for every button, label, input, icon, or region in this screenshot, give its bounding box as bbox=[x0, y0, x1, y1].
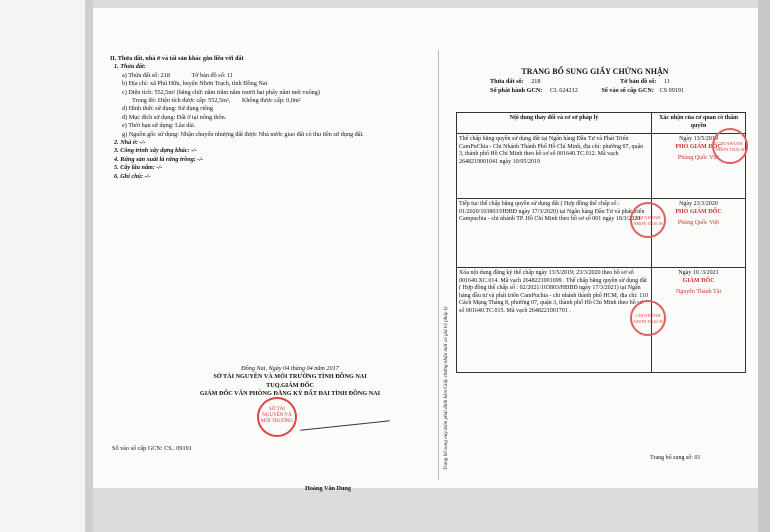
table-row bbox=[457, 134, 746, 199]
entry-date: Ngày 23/3/2020 bbox=[679, 201, 718, 207]
private-area: Trong đó: Diện tích được cấp: 552,5m², bbox=[132, 97, 231, 105]
modification-table bbox=[456, 112, 746, 373]
item-forest: 4. Rừng sản xuất là rừng trồng: -/- bbox=[114, 155, 204, 163]
page-number: Trang bổ sung số: 01 bbox=[650, 455, 701, 461]
term-line: e) Thời hạn sử dụng: Lâu dài. bbox=[122, 122, 196, 130]
map-label: Tờ bản đồ số: bbox=[620, 78, 657, 86]
parcel-value: 218 bbox=[160, 71, 170, 79]
seal-text: CHI NHÁNH NHƠN TRẠCH bbox=[715, 141, 745, 152]
parcel-label: Thửa đất số: bbox=[490, 78, 524, 86]
book-value: CS 09191 bbox=[659, 86, 685, 94]
entry-text: Tiếp tục thế chấp bằng quyền sử dụng đất ( Hợp đồng thế chấp số : 01/2020/103803/HĐBĐ ngày 17/3/2020) tại Ngân hàng Đầu Tư và phát triển Campuchia - chi nhánh TP. Hồ Chí Minh theo hồ sơ số 001 ngày 18/3/2020. bbox=[457, 199, 652, 268]
official-seal-left bbox=[257, 397, 297, 437]
parcel-number-line bbox=[110, 72, 430, 80]
official-seal-right-2 bbox=[630, 202, 666, 238]
area-line: c) Diện tích: 552,5m² (bằng chữ: năm trăm năm mươi hai phẩy năm mét vuông) bbox=[122, 88, 320, 96]
vertical-note: Trang bổ sung này luôn phải đính kèm Giấy chứng nhận mới có giá trị pháp lý bbox=[443, 306, 449, 470]
seal-text: SỞ TÀI NGUYÊN VÀ MÔI TRƯỜNG bbox=[261, 407, 293, 424]
issue-value: CL 624212 bbox=[550, 86, 578, 94]
signer-name: Hoàng Văn Dung bbox=[305, 485, 351, 492]
purpose-line: đ) Mục đích sử dụng: Đất ở tại nông thôn. bbox=[122, 113, 227, 121]
origin-line: g) Nguồn gốc sử dụng: Nhận chuyển nhượng đất được Nhà nước giao đất có thu tiền sử dụng đất. bbox=[122, 130, 364, 138]
item-house: 2. Nhà ở: -/- bbox=[114, 139, 146, 147]
map-value: 11 bbox=[227, 71, 234, 79]
entry-signer: Phùng Quốc Việt bbox=[677, 220, 720, 226]
item-perennial: 5. Cây lâu năm: -/- bbox=[114, 164, 163, 172]
item-note: 6. Ghi chú: -/- bbox=[114, 172, 151, 180]
entry-role: PHÓ GIÁM ĐỐC bbox=[675, 143, 722, 150]
issue-info-row bbox=[440, 87, 750, 95]
supplement-title: TRANG BỔ SUNG GIẤY CHỨNG NHẬN bbox=[521, 67, 669, 76]
seal-text: CHI NHÁNH NHƠN TRẠCH bbox=[633, 313, 663, 324]
issue-label: Số phát hành GCN: bbox=[490, 86, 543, 94]
director-title: GIÁM ĐỐC VĂN PHÒNG ĐĂNG KÝ ĐẤT ĐAI TỈNH ĐỒNG NAI bbox=[199, 390, 381, 398]
map-value: 11 bbox=[663, 78, 670, 86]
page-separator bbox=[85, 0, 93, 532]
table-row bbox=[457, 268, 746, 373]
col-confirm: Xác nhận của cơ quan có thẩm quyền bbox=[652, 113, 746, 134]
entry-role: PHÓ GIÁM ĐỐC bbox=[675, 208, 722, 215]
area-breakdown bbox=[110, 97, 430, 105]
parcel-info-row bbox=[440, 76, 750, 86]
entry-signer: Nguyễn Thành Tài bbox=[675, 289, 722, 295]
issue-date: Đồng Nai, Ngày 04 tháng 04 năm 2017 bbox=[241, 365, 339, 372]
seal-text: CHI NHÁNH NHƠN TRẠCH bbox=[633, 215, 663, 226]
table-row bbox=[457, 199, 746, 268]
entry-text: Xóa nội dung đăng ký thế chấp ngày 13/5/2019; 23/3/2020 theo hồ sơ số 001640.XC.014. Mã vạch 2648221001699 . Thế chấp bằng quyền sử dụng đất ( Hợp đồng thế chấp số : 02/2021/103803/HĐBĐ ngày 17/3/2021) tại Ngân hàng đầu tư và phát triển CamPuchia - chi nhánh thành phố HCM, địa chỉ: 110 Cách Mạng Tháng 8, phường 07, quận 3, thành phố Hồ Chí Minh theo hồ sơ số 001640.TC.015. Mã vạch 2648221001701 . bbox=[457, 268, 652, 373]
parcel-value: 218 bbox=[531, 78, 541, 86]
map-label: Tờ bản đồ số: bbox=[191, 71, 226, 79]
entry-confirm bbox=[652, 199, 746, 268]
parcel-label: a) Thửa đất số: bbox=[122, 71, 160, 79]
entry-role: GIÁM ĐỐC bbox=[682, 277, 715, 284]
page-fold bbox=[438, 50, 439, 480]
tuq-label: TUQ.GIÁM ĐỐC bbox=[266, 381, 314, 389]
right-margin bbox=[758, 0, 770, 532]
item-construction: 3. Công trình xây dựng khác: -/- bbox=[114, 147, 197, 155]
issuing-authority: SỞ TÀI NGUYÊN VÀ MÔI TRƯỜNG TỈNH ĐỒNG NAI bbox=[213, 373, 367, 381]
address-line: b) Địa chỉ: xã Phú Hữu, huyện Nhơn Trạch, tỉnh Đồng Nai bbox=[122, 80, 268, 88]
book-label: Số vào sổ cấp GCN: bbox=[601, 86, 654, 94]
item-parcel: 1. Thửa đất: bbox=[114, 63, 146, 71]
book-number: Số vào sổ cấp GCN: CS.. 09191 bbox=[112, 445, 192, 452]
use-form-line: d) Hình thức sử dụng: Sử dụng riêng bbox=[122, 105, 214, 113]
entry-signer: Phùng Quốc Việt bbox=[677, 155, 720, 161]
col-content: Nội dung thay đổi và cơ sở pháp lý bbox=[457, 113, 652, 134]
entry-date: Ngày 13/5/2019 bbox=[679, 136, 718, 142]
entry-text: Thế chấp bằng quyền sử dụng đất tại Ngân hàng Đầu Tư và Phát Triển CamPuChia - Chi Nhánh Thành Phố Hồ Chí Minh, địa chỉ: phường 07, quận 3, thành phố Hồ Chí Minh theo hồ sơ số 001640.TC.012. Mã vạch 2648219001041 ngày 10/05/2019 bbox=[457, 134, 652, 199]
official-seal-right-1 bbox=[712, 128, 748, 164]
section-title: II. Thửa đất, nhà ở và tài sản khác gắn liền với đất bbox=[110, 55, 244, 62]
entry-date: Ngày 10 /3/2021 bbox=[678, 270, 719, 276]
common-area: Không được cấp: 0,0m² bbox=[241, 97, 301, 105]
adjacent-page-strip bbox=[0, 0, 85, 532]
official-seal-right-3 bbox=[630, 300, 666, 336]
